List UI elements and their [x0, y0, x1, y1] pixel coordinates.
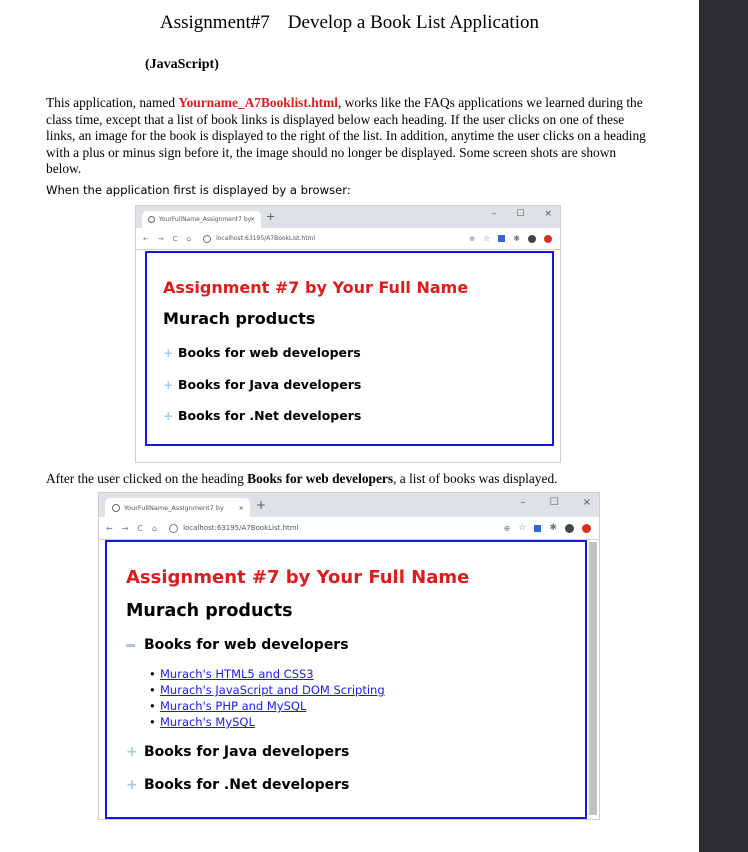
app-subheading: Murach products [126, 601, 293, 621]
tab-close-icon[interactable]: × [238, 503, 244, 512]
filename-highlight: Yourname_A7Booklist.html [178, 95, 338, 110]
nav-buttons [106, 524, 157, 533]
window-controls [521, 497, 591, 508]
caption-initial-display: When the application first is displayed by a browser: [46, 183, 351, 197]
plus-icon: + [163, 377, 174, 392]
app-subheading: Murach products [163, 309, 316, 328]
close-window-button[interactable]: × [544, 209, 552, 219]
url-field[interactable]: localhost:63195/A7BookList.html [169, 524, 298, 533]
minimize-button[interactable]: – [491, 209, 497, 219]
back-icon[interactable]: ← [106, 523, 113, 533]
address-bar [99, 517, 599, 540]
minimize-button[interactable]: – [520, 497, 526, 508]
forward-icon[interactable]: → [157, 234, 164, 243]
home-icon[interactable]: ⌂ [152, 523, 158, 533]
extension-icon[interactable] [534, 525, 541, 532]
faq-heading-java[interactable]: + Books for Java developers [126, 744, 350, 760]
faq-heading-net[interactable]: + Books for .Net developers [126, 777, 350, 793]
globe-icon [148, 216, 155, 223]
close-window-button[interactable]: × [582, 497, 591, 508]
url-field[interactable]: localhost:63195/A7BookList.html [203, 235, 315, 243]
document-title: Assignment#7 Develop a Book List Application [160, 12, 539, 33]
red-extension-icon[interactable] [582, 524, 591, 533]
new-tab-button[interactable]: + [266, 210, 276, 223]
book-link[interactable]: Murach's HTML5 and CSS3 [160, 667, 314, 681]
puzzle-icon[interactable]: ✱ [549, 523, 557, 533]
book-link[interactable]: Murach's PHP and MySQL [160, 699, 307, 713]
address-bar [136, 228, 560, 250]
tab-close-icon[interactable]: × [249, 216, 255, 223]
plus-icon: + [163, 408, 174, 423]
plus-icon: + [126, 744, 138, 760]
star-icon[interactable]: ☆ [483, 234, 491, 243]
zoom-icon[interactable]: ⊕ [503, 523, 511, 533]
faq-heading-java[interactable]: + Books for Java developers [163, 377, 362, 392]
maximize-button[interactable]: ☐ [516, 209, 525, 219]
toolbar-icons [469, 234, 552, 243]
minus-icon [126, 644, 135, 647]
profile-icon[interactable] [565, 524, 574, 533]
red-extension-icon[interactable] [544, 235, 552, 243]
list-item [149, 698, 385, 714]
window-controls [492, 209, 552, 219]
back-icon[interactable]: ← [143, 234, 149, 243]
new-tab-button[interactable]: + [256, 498, 267, 512]
plus-icon: + [163, 345, 174, 360]
tab-bar [99, 493, 599, 517]
nav-buttons [143, 235, 191, 243]
viewer-side-panel [699, 0, 748, 852]
list-item [149, 666, 385, 682]
app-heading: Assignment #7 by Your Full Name [163, 278, 469, 297]
reload-icon[interactable]: C [137, 523, 143, 533]
toolbar-icons [504, 523, 591, 533]
home-icon[interactable]: ⌂ [186, 234, 192, 243]
browser-screenshot-initial [135, 205, 561, 463]
document-subtitle: (JavaScript) [145, 57, 219, 72]
forward-icon[interactable]: → [121, 523, 129, 533]
tab-bar [136, 206, 560, 228]
book-link[interactable]: Murach's MySQL [160, 715, 255, 729]
list-item [149, 714, 385, 730]
star-icon[interactable]: ☆ [518, 523, 527, 533]
globe-icon [112, 504, 120, 512]
zoom-icon[interactable]: ⊕ [469, 234, 476, 243]
app-page [145, 251, 554, 446]
app-page [105, 540, 587, 819]
description-paragraph: This application, named Yourname_A7Booklist.html, works like the FAQs applications we learned during the class time, except that a list of book links is displayed below each heading. If the user clicks on one of these links, an image for the book is displayed to the right of the list. In addition, anytime the user clicks on a heading with a plus or minus sign before it, the image should no longer be displayed. Some screen shots are shown below. [46, 95, 646, 177]
page-scrollbar[interactable] [589, 542, 597, 815]
browser-tab[interactable]: YourFullName_Assignment7 by × [142, 211, 261, 228]
faq-heading-net[interactable]: + Books for .Net developers [163, 408, 362, 423]
faq-heading-web[interactable]: Books for web developers [126, 637, 349, 653]
plus-icon: + [126, 777, 138, 793]
book-link[interactable]: Murach's JavaScript and DOM Scripting [160, 683, 385, 697]
list-item [149, 682, 385, 698]
info-icon [203, 235, 211, 243]
extension-icon[interactable] [498, 235, 505, 242]
faq-heading-web[interactable]: + Books for web developers [163, 345, 361, 360]
caption-after-click: After the user clicked on the heading Books for web developers, a list of books was displayed. [46, 471, 558, 486]
book-list [149, 666, 385, 730]
app-heading: Assignment #7 by Your Full Name [126, 567, 470, 588]
browser-tab[interactable]: YourFullName_Assignment7 by × [105, 498, 250, 517]
profile-icon[interactable] [528, 235, 536, 243]
browser-screenshot-expanded [98, 492, 600, 820]
puzzle-icon[interactable]: ✱ [513, 234, 520, 243]
maximize-button[interactable]: ☐ [549, 497, 559, 508]
reload-icon[interactable]: C [172, 234, 178, 243]
info-icon [169, 524, 178, 533]
